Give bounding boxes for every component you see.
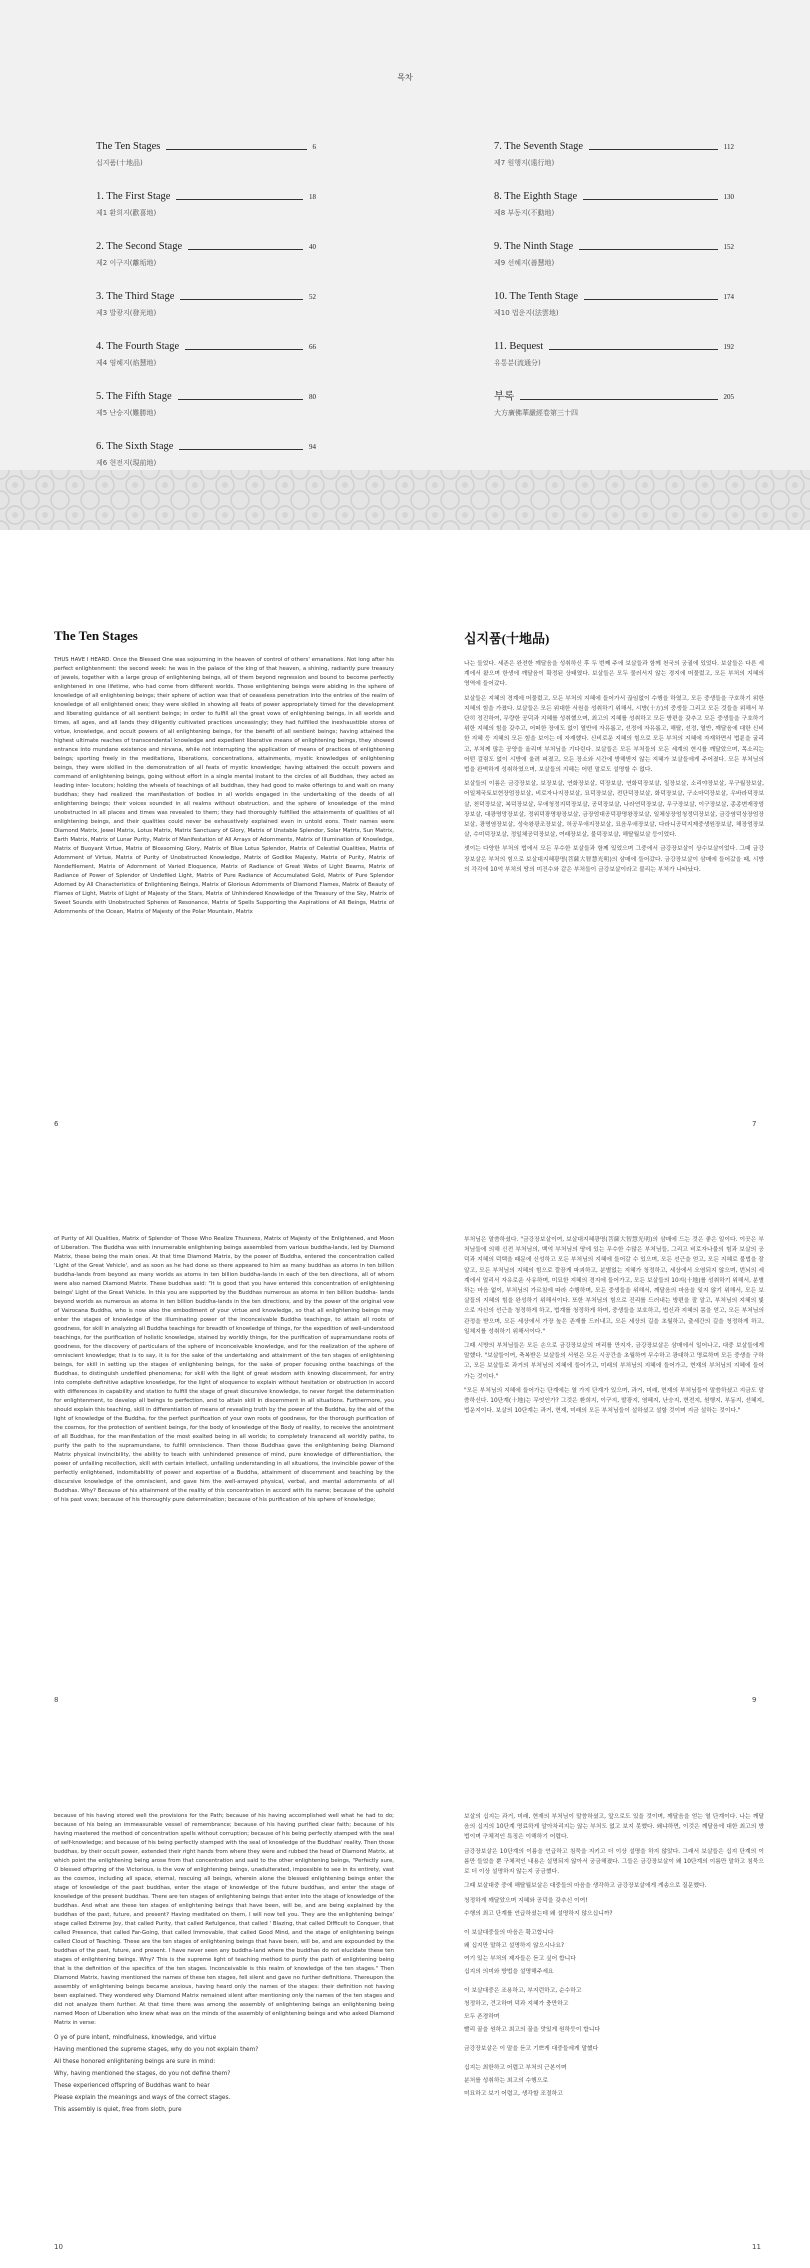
body-text-korean: [464, 1235, 764, 1416]
toc-entry[interactable]: [494, 140, 734, 190]
toc-entry-page: 66: [309, 343, 316, 351]
toc-entry-subtitle: 제3 발광지(發光地): [96, 309, 157, 317]
verse-line: 십지의 의미와 방법을 설명해주세요: [464, 1969, 554, 1976]
toc-entry-page: 112: [723, 143, 734, 151]
toc-entry-page: 18: [309, 193, 316, 201]
toc-entry-subtitle: 제5 난승지(難勝地): [96, 409, 157, 417]
toc-entry-title: 5. The Fifth Stage: [96, 391, 172, 402]
toc-leader-rule: [549, 349, 717, 350]
toc-entry-page: 130: [723, 193, 734, 201]
toc-entry-subtitle: 大方廣佛華嚴經卷第三十四: [494, 409, 578, 417]
verse-line: 이 보살대중들의 마음은 확고합니다: [464, 1930, 554, 1937]
toc-entry[interactable]: [96, 190, 316, 240]
toc-leader-rule: [579, 249, 717, 250]
page-9: [464, 1235, 764, 1420]
page-heading-korean: 십지품(十地品): [464, 631, 550, 646]
toc-entry-page: 52: [309, 293, 316, 301]
toc-entry[interactable]: [494, 190, 734, 240]
toc-right-column: [494, 140, 734, 440]
toc-leader-rule: [520, 399, 717, 400]
toc-entry[interactable]: [96, 290, 316, 340]
toc-entry-title: 4. The Fourth Stage: [96, 341, 180, 352]
verse-line: Why, having mentioned the stages, do you not define them?: [54, 2071, 231, 2077]
toc-entry-subtitle: 제1 환희지(歡喜地): [96, 209, 157, 217]
toc-entry-subtitle: 제8 부동지(不動地): [494, 209, 555, 217]
toc-entry[interactable]: [494, 290, 734, 340]
toc-entry[interactable]: [96, 340, 316, 390]
verse-line: All these honored enlightening beings are sure in mind:: [54, 2059, 216, 2065]
toc-entry-page: 152: [723, 243, 734, 251]
verse-block-korean: [464, 1895, 764, 2101]
toc-leader-rule: [166, 149, 306, 150]
paragraph: because of his having stored well the provisions for the Path; because of his having accomplished well what he had to do; because of his being an immeasurable vessel of remembrance; because of his having purified clear faith; because of his having mastered the method of concentration spells without corruption; because of his being perfectly stamped with the seal of self-knowledge; and because of his being perfectly stamped with the seal of knowledge of the Buddhas' reality. Then those buddhas, by their occult power, extended their right hands from where they were and rubbed the head of Diamond Matrix, at which point the enlightening being arose from that concentration and said to the other enlightening beings, "Perfectly sure, O blessed offspring of the Victorious, is the vow of enlightening beings, unadulterated, impossible to see in its entirety, vast as the cosmos, including all space, eternal, rescuing all beings, wherein alone the blessed enlightening beings enter the stage of knowledge of the past buddhas, enter the stage of knowledge of the future buddhas, and enter the stage of knowledge of the present buddhas. There are ten stages of enlightening beings that enter into the stage of knowledge of the buddhas. And what are these ten stages of enlightening beings that have been, will be, and are being explained by the buddhas of the past, future, and present? Having meditated on them, I will now tell you. They are the enlightening beings' stage called Extreme Joy, that called Purity, that called Refulgence, that called ' Blazing, that called Difficult to Conquer, that called Presence, that called Far-Going, that called Immovable, that called Good Mind, and the stage of enlightening beings called Cloud of Teaching. These are the ten stages of enlightening beings that have been, will be, and are expounded by the buddhas of the past, future, and present. I have never seen any buddha-land where the buddhas do not elucidate these ten stages of enlightening beings. Why? This is the supreme light of teaching method to purify the path of enlightening being that is the definition of the specifics of the ten stages. Inconceivable is this realm of knowledge of the ten stages." Then Diamond Matrix, having mentioned the names of these ten stages, fell silent and gave no further definitions. Thereupon the assembly of enlightening beings became anxious, having heard only the names of the stages: their definition not having been explained. They wondered why Diamond Matrix remained silent after mentioning only the names of the ten stages and did not analyze them further. At that time there was among the assembly of enlightening beings an enlightening being named Moon of Liberation who knew what was on the minds of the assembly of enlightening beings and who asked Diamond Matrix in verse:: [54, 1813, 394, 2026]
toc-entry-subtitle: 제2 이구지(離垢地): [96, 259, 157, 267]
toc-entry-page: 80: [309, 393, 316, 401]
toc-entry-subtitle: 제9 선혜지(善慧地): [494, 259, 555, 267]
body-text-english: [54, 1235, 394, 1505]
paragraph: 그때 시방의 부처님들은 모든 손으로 금강장보살의 머리를 만지자, 금강장보살은 삼매에서 일어나고, 대중 보살들에게 말했다. "보살들이여, 축복받은 보살들의 서원은 모든 시공간을 초월하여 무수하고 광대하고 명료하며 모든 중생을 구하고, 모든 보살들로 과거의 부처님의 지혜에 들어가고, 미래의 부처님의 지혜에 들어가고, 현재의 부처님의 지혜에 들어가는 것이다.": [464, 1343, 764, 1380]
toc-entry-title: 8. The Eighth Stage: [494, 191, 578, 202]
toc-entry-subtitle: 제4 염혜지(焰慧地): [96, 359, 157, 367]
toc-entry-title: 부록: [494, 391, 515, 402]
toc-entry-page: 94: [309, 443, 316, 451]
verse-line: Please explain the meanings and ways of the correct stages.: [54, 2095, 231, 2101]
verse-line: 청정하고, 견고하며 덕과 지혜가 충만하고: [464, 2001, 569, 2008]
toc-entry-title: 7. The Seventh Stage: [494, 141, 584, 152]
toc-leader-rule: [584, 299, 717, 300]
verse-line: 청정하게 깨달았으며 지혜와 공덕을 갖추신 이여!: [464, 1898, 588, 1905]
verse-line: 십지는 최한하고 어렵고 부처의 근본이며: [464, 2065, 567, 2072]
paragraph: THUS HAVE I HEARD. Once the Blessed One was sojourning in the heaven of control of others' emanations. Not long after his perfect enlightenment: the second week: he was in the palace of the king of that heaven, a shining, radiantly pure treasury of jewels, together with a large group of enlightening beings, all of them beyond regression and bound to become perfectly enlightened in one lifetime, who had come from different worlds. Those enlightening beings were abiding in the sphere of knowledge of all enlightening beings; their sphere of action was that of ceaseless penetration into the entries of the realm of knowledge of all enlightened ones; they were skilled in showing all feats of power appropriately timed for the development and liberating guidance of all sentient beings; in order to fulfill all the great vows of enlightening beings, in all worlds and times, all ages, and all lands they diligently cultivated practices unceasingly; they had fulfilled the inexhaustible stores of virtue, knowledge, and occult powers of all enlightening beings, for the benefit of all sentient beings; having attained the highest ultimate reaches of transcendental knowledge and expedient liberative means of enlightening beings, they showed entrance into mundane existence and nirvana, while not interrupting the application of means of practices of enlightening beings; sporting freely in the meditations, liberations, concentrations, attainments, mystic knowledges of enlightening beings, they were skilled in the demonstration of all feats of mystic knowledge; having attained the occult powers and command of enlightening beings, going without effort in a single mental instant to the circles of all Buddhas, they acted as leading inter- locutors; holding the wheels of teachings of all buddhas, they had good to make offerings to and wait on many buddhas; they had realized the manifestation of bodies in all worlds engaged in the undertaking of the deeds of all enlightening beings; their voices sounded in all realms without obstruction, and the sphere of knowledge of the mind unobstructed in all places and times was revealed to them; they had thoroughly fulfilled the attainments of qualities of all enlightening beings, and their qualities could never be exhaustively explained even in untold eons. Their names were Diamond Matrix, Jewel Matrix, Lotus Matrix, Matrix Sanctuary of Glory, Matrix of Unstable Splendor, Solar Matrix, Sun Matrix, Earth Matrix, Matrix of Lunar Purity, Matrix of Manifestation of All Arrays of Adornments, Matrix of Illumination of Knowledge, Matrix of Buoyant Virtue, Matrix of Blossoming Glory, Matrix of Blue Lotus Splendor, Matrix of Celestial Qualities, Matrix of Adornment of Virtue, Matrix of Purity of Unobstructed Knowledge, Matrix of Godlike Majesty, Matrix of Purity, Matrix of Nondefilement, Matrix of Adornment of Varied Eloquence, Matrix of Radiance of Great Webs of Light Beams, Matrix of Radiance of Power of Splendor of Undefiled Light, Matrix of Pure Radiance of Accumulated Gold, Matrix of Pure Splendor Adorned by All Characteristics of Enlightening Beings, Matrix of Glorious Adornments of Diamond Flames, Matrix of Beauty of Flames of Light, Matrix of Light of Majesty of the Stars, Matrix of Unhindered Knowledge of the Treasury of the Sky, Matrix of Sweet Sounds with Unobstructed Spheres of Resonance, Matrix of Spells Supporting the Aspirations of All Beings, Matrix of Adornments of the Ocean, Matrix of Majesty of the Polar Mountain, Matrix: [54, 657, 394, 915]
toc-leader-rule: [179, 449, 303, 450]
ornamental-pattern-band: [0, 470, 810, 530]
toc-entry-title: 2. The Second Stage: [96, 241, 183, 252]
paragraph: 그때 보살대중 중에 해탈월보살은 대중들의 마음을 생각하고 금강장보살에게 게송으로 질문했다.: [464, 1883, 707, 1890]
toc-entry-title: 3. The Third Stage: [96, 291, 175, 302]
toc-entry-page: 40: [309, 243, 316, 251]
toc-entry-subtitle: 십지품(十地品): [96, 159, 143, 167]
toc-entry-title: 6. The Sixth Stage: [96, 441, 174, 452]
paragraph: "모든 부처님의 지혜에 들어가는 단계에는 열 가지 단계가 있으며, 과거, 미래, 현재의 부처님들이 말씀하셨고 지금도 말씀하신다. 10단계(十地)는 무엇인가? 그것은 환희지, 이구지, 발광지, 염혜지, 난승지, 현전지, 원행지, 부동지, 선혜지, 법운지이다. 보살의 10단계는 과거, 현재, 미래의 모든 부처님들이 설하셨고 설할 것이며 지금 설하는 것이다.": [464, 1387, 764, 1415]
page-number-left: 10: [54, 2243, 63, 2251]
toc-entry-title: The Ten Stages: [96, 141, 161, 152]
verse-line: O ye of pure intent, mindfulness, knowledge, and virtue: [54, 2035, 217, 2041]
verse-line: 금강장보살은 이 말을 듣고 기쁘게 대중들에게 말했다: [464, 2046, 599, 2053]
verse-line: This assembly is quiet, free from sloth, pure: [54, 2107, 182, 2113]
toc-heading: 목차: [397, 73, 413, 82]
toc-entry-subtitle: 제6 현전지(現前地): [96, 459, 157, 467]
page-number-left: 6: [54, 1120, 59, 1128]
toc-entry-page: 205: [723, 393, 734, 401]
toc-leader-rule: [180, 299, 303, 300]
page-11: [464, 1812, 764, 2101]
toc-leader-rule: [178, 399, 303, 400]
body-text-english: [54, 656, 394, 917]
page-number-left: 8: [54, 1696, 59, 1704]
toc-entry[interactable]: [494, 340, 734, 390]
body-text-korean: [464, 659, 764, 875]
verse-line: 여기 있는 부처의 제자들은 듣고 싶어 합니다: [464, 1956, 576, 1963]
toc-entry[interactable]: [494, 240, 734, 290]
verse-line: 이 보살대중은 조용하고, 부지런하고, 순수하고: [464, 1988, 582, 1995]
verse-line: 빨리 꿀을 원하고 최고의 꿀을 맛있게 원하듯이 합니다: [464, 2027, 601, 2034]
toc-leader-rule: [583, 199, 717, 200]
verse-line: 미묘하고 보기 어렵고, 생각할 조절하고: [464, 2091, 563, 2098]
paragraph: 보살들의 이름은 금강장보살, 보장보살, 연화장보살, 덕장보살, 연화덕장보살, 일장보살, 소리야장보살, 무구월장보살, 어일체국토보현장엄장보살, 비로자나지장보살, 묘덕장보살, 전단덕장보살, 화덕장보살, 구소마덕장보살, 우바라덕장보살, 천덕장보살, 복덕장보살, 무애청정지덕장보살, 공덕장보살, 나라연덕장보살, 무구장보살, 이구장보살, 종종변재장엄장보살, 대광명망장보살, 정위덕광명왕장보살, 금장엄대공덕광명왕장보살, 일체상장엄청정덕장보살, 금강염덕상장엄장보살, 광명염장보살, 성숙왕광조장보살, 허공무애지장보살, 묘음무애장보살, 다라니공덕지제중생원장보살, 해장엄장보살, 수미덕장보살, 정일체공덕장보살, 여래장보살, 불덕장보살, 해탈월보살 등이었다.: [464, 781, 764, 839]
page-number-right: 7: [752, 1120, 757, 1128]
verse-line: These experienced offspring of Buddhas want to hear: [54, 2083, 210, 2089]
toc-entry-title: 9. The Ninth Stage: [494, 241, 574, 252]
toc-entry-page: 174: [723, 293, 734, 301]
paragraph: of Purity of All Qualities, Matrix of Splendor of Those Who Realize Thusness, Matrix of Majesty of the Enlightened, and Moon of Liberation. The Buddha was with innumerable enlightening beings assembled from various buddha-lands, led by Diamond Matrix, these being the main ones. At that time Diamond Matrix, by the power of Buddha, entered the concentration called 'Light of the Great Vehicle', and as soon as he had done so there appeared to him as many buddhas as atoms in ten billion buddha-lands from beyond as many worlds as atoms in ten billion buddha-lands in each of the ten directions, all of whom were also named Diamond Matrix. These buddhas said: "It is good that you have entered this concentration of enlightening beings' Light of the Great Vehicle. In this you are supported by the Buddhas numerous as atoms in ten billion buddha- lands beyond worlds as numerous as atoms in ten billion buddha-lands in the ten directions, and by the power of the original vow of Vairocana Buddha, who is now also the embodiment of your virtue and knowledge, so that all enlightening beings may enter the stages of knowledge of the illuminating power of the inconceivable Buddha teachings, to attain all roots of goodness, for skill in analyzing all Buddha teachings for breadth of knowledge of things, for the expedition of well-understood teachings, for the purification of holistic knowledge, stained by worldly things, for the purification of supramundane roots of goodness, for the discovery of particulars of the sphere of inconceivable knowledge, and for the realization of the sphere of omniscient knowledge; that is to say, it is for the sake of the undertaking and attainment of the ten stages of enlightening beings, for skill in setting up the stages of enlightening beings, for the sake of proper focusing onthe teachings of the Buddhas, to distinguish undefiled phenomena; for skill with the light of great wisdom with knowing discernment, for entry into complete definitive adaptive knowledge, for the light of eloquence to explain without hesitation or obstruction in accord with differences in capability and station to fulfill the stage of great discursive knowledge, to never forget the determination for enlightenment, to develop all beings to perfection, and to attain skill in discernment in all situations. Furthermore, you should explain this teaching, skill in differentiation of means of revealing truth by the power of the Buddha, by the aid of the light of knowledge of the Buddha, for the perfect purification of your own roots of goodness, for the thorough purification of the cosmos, for the protection of sentient beings, for the body of knowledge of the Body of reality, to receive the anointment of all Buddhas, for the manifestation of the most exalted being in all worlds; to completely transcend all worldly paths, to purify the path to the supramundane, to fulfill omniscience. Then those Buddhas gave the enlightening being Diamond Matrix physical invincibility, the ability to teach with unhindered presence of mind, pure knowledge of differentiation, the power of unfailing recollection, skill with certain intellect, unfailing understanding in all situations, the invincible power of the perfectly enlightened, indomitability of power and expertise of a Buddha, attainment of discernment and teaching by the discursive knowledge of the omniscient, and gave him the well-arrayed physical, verbal, and mental adornments of all Buddhas. Why? Because of his attainment of the reality of this concentration in accord with its name; because of the uphold of his past vows; because of his thoroughly pure determination; because of his purification of his sphere of knowledge;: [54, 1236, 394, 1503]
toc-leader-rule: [176, 199, 303, 200]
verse-line: Having mentioned the supreme stages, why do you not explain them?: [54, 2047, 259, 2053]
page-6: [54, 628, 394, 921]
toc-entry-title: 1. The First Stage: [96, 191, 171, 202]
verse-line: 모두 존경하며: [464, 2014, 500, 2021]
toc-entry-subtitle: 제7 원행지(遠行地): [494, 159, 555, 167]
paragraph: 보살의 십지는 과거, 미래, 현재의 부처님이 말씀하셨고, 앞으로도 있을 것이며, 깨달음을 얻는 열 단계이다. 나는 깨달음의 십지의 10단계 명료하게 알아차리지는 않는 부처도 없고 보지 못했다. 왜냐하면, 이것은 깨달음에 대한 최고의 방법이며 구체적인 특징은 이해하기 어렵다.: [464, 1814, 764, 1841]
toc-entry-title: 11. Bequest: [494, 341, 544, 352]
body-text-english: [54, 1812, 394, 2028]
toc-entry-subtitle: 제10 법운지(法雲地): [494, 309, 559, 317]
toc-entry[interactable]: [96, 240, 316, 290]
verse-line: 왜 십지만 말하고 설명하지 않으시나요?: [464, 1943, 565, 1950]
paragraph: 나는 들었다. 세존은 완전한 깨달음을 성취하신 후 두 번째 주에 보살들과 함께 천국의 궁궐에 있었다. 보살들은 다른 세계에서 왔으며 한생에 깨달음이 확정된 상태였다. 보살들은 모두 물러서지 않는 경지에 머물렀고, 모든 부처의 지혜의 영역에 들어갔다.: [464, 661, 764, 688]
toc-entry-page: 6: [312, 143, 316, 151]
verse-line: 수행의 최고 단계를 언급하셨는데 왜 설명하지 않으십니까?: [464, 1911, 613, 1918]
toc-left-column: [96, 140, 316, 490]
paragraph: 금강장보살은 10단계의 이름을 언급하고 침묵을 지키고 더 이상 설명을 하지 않았다. 그래서 보살들은 십지 단계의 이름만 들었을 뿐 구체적인 내용은 설명되지 않아서 궁금해졌다. 그들은 금강장보살이 왜 10단계의 이름만 말하고 침묵으로 더 이상 설명하지 않는지 궁금했다.: [464, 1848, 764, 1876]
toc-entry[interactable]: [494, 390, 734, 440]
body-text-korean: [464, 1812, 764, 1891]
verse-line: 분처를 성취하는 최고의 수행으로: [464, 2078, 548, 2085]
toc-leader-rule: [185, 349, 303, 350]
page-10: [54, 1812, 394, 2116]
page-7: [464, 628, 764, 879]
paragraph: 부처님은 말씀하셨다. "금강장보살이여, 보살대지혜광명(菩薩大智慧光明)의 삼매에 드는 것은 좋은 일이다. 이곳은 부처님들에 의해 신전 부처님의, 백억 부처님의 땅에 있는 무수한 수많은 부처님들, 그리고 비로자나불의 힘과 보살의 공덕과 지혜의 덕택을 때문에 신성하고 모든 부처님의 지혜에 들어갈 수 있으며, 모든 선근을 얻고, 모든 지혜로 불법을 잘 알고, 모든 부처님의 지혜의 힘으로 깔끔게 파괴하고, 분별없는 지혜가 청정하고, 세상에서 오염되지 않으며, 번뇌의 세계에서 멀리서 자유로운 사유하며, 미묘한 지혜의 경지에 들어가고, 모든 보살들의 10지(十地)를 성취하기 위해서, 분별하는 마음 없이, 부처님의 가르침에 따라 수행하며, 모든 중생들을 위해서, 깨달음의 마음을 잊지 않기 위해서, 모든 보살들의 지혜의 힘을 완성하기 위해서이다. 또한 부처님의 힘으로 진리를 드러내는 방편을 잘 알고, 부처님의 지혜의 빛으로 자신의 선근을 청정하게 하고, 법계를 청정하게 하며, 중생들을 보호하고, 법신과 지혜의 몸을 얻고, 모든 부처님의 관정을 받으며, 모든 세상에서 가장 높은 존재를 드러내고, 모든 세상의 길을 초월하고, 출세간의 길을 청정하게 하고, 일체지를 성취하기 위해서이다.": [464, 1237, 764, 1335]
toc-section: [0, 0, 810, 530]
toc-entry[interactable]: [96, 140, 316, 190]
toc-entry-subtitle: 유통분(流通分): [494, 359, 541, 367]
toc-leader-rule: [589, 149, 718, 150]
toc-entry[interactable]: [96, 390, 316, 440]
toc-entry-title: 10. The Tenth Stage: [494, 291, 579, 302]
toc-leader-rule: [188, 249, 303, 250]
page-heading-english: The Ten Stages: [54, 628, 138, 643]
toc-entry-page: 192: [723, 343, 734, 351]
verse-block-english: [54, 2032, 394, 2116]
paragraph: 셋이는 다양한 부처의 법에서 모든 무수한 보살들과 함께 있었으며 그중에서 금강장보살이 상수보살이었다. 그때 금강장보살은 부처의 힘으로 보살대지혜광명(菩薩大智慧光明)의 삼매에 들어갔다. 금강장보살이 삼매에 들어갔을 때, 시방의 각각에 10억 부처의 땅의 미진수와 같은 부처들이 금강보살이라고 불리는 부처가 나타났다.: [464, 846, 764, 873]
paragraph: 보살들은 지혜의 경계에 머물렀고, 모든 부처의 지혜에 들어가서 끊임없이 수행을 하였고, 모든 중생들을 구호하기 위한 지혜의 힘을 가졌다. 보살들은 모든 위대한 서원을 성취하기 위해서, 시방(十方)의 중생들 그리고 모든 것들을 위해서 부단히 정진하여, 무량한 공덕과 지혜를 성취했으며, 최고의 지혜를 성취하고 모든 방편을 갖추고 모든 중생들을 구호하기 위한 지혜의 힘을 갖추고, 어떠한 장애도 없이 열반에 자유롭고, 선정에 자유롭고, 해탈, 선정, 열반, 깨달음에 대한 신비한 지혜 등 지혜의 모든 힘을 보이는 데 자재했다. 신비로운 지혜의 힘으로 모든 부처의 지혜에 자재하면서 법륜을 굴리고, 부처께 많은 공양을 올리며 부처님을 기다린다. 보살들은 모든 부처들의 모든 세계의 현시를 깨달았으며, 목소리는 어떤 걸림도 없이 시방에 울려 퍼졌고, 모든 장소와 시간에 방해받지 않는 지혜가 보살들에게 주어졌다. 모든 부처님의 법을 완벽하게 성취하였으며, 보살들의 지혜는 어떤 말로도 설명할 수 없다.: [464, 695, 764, 774]
page-number-right: 9: [752, 1696, 757, 1704]
page-8: [54, 1235, 394, 1509]
page-number-right: 11: [752, 2243, 761, 2251]
